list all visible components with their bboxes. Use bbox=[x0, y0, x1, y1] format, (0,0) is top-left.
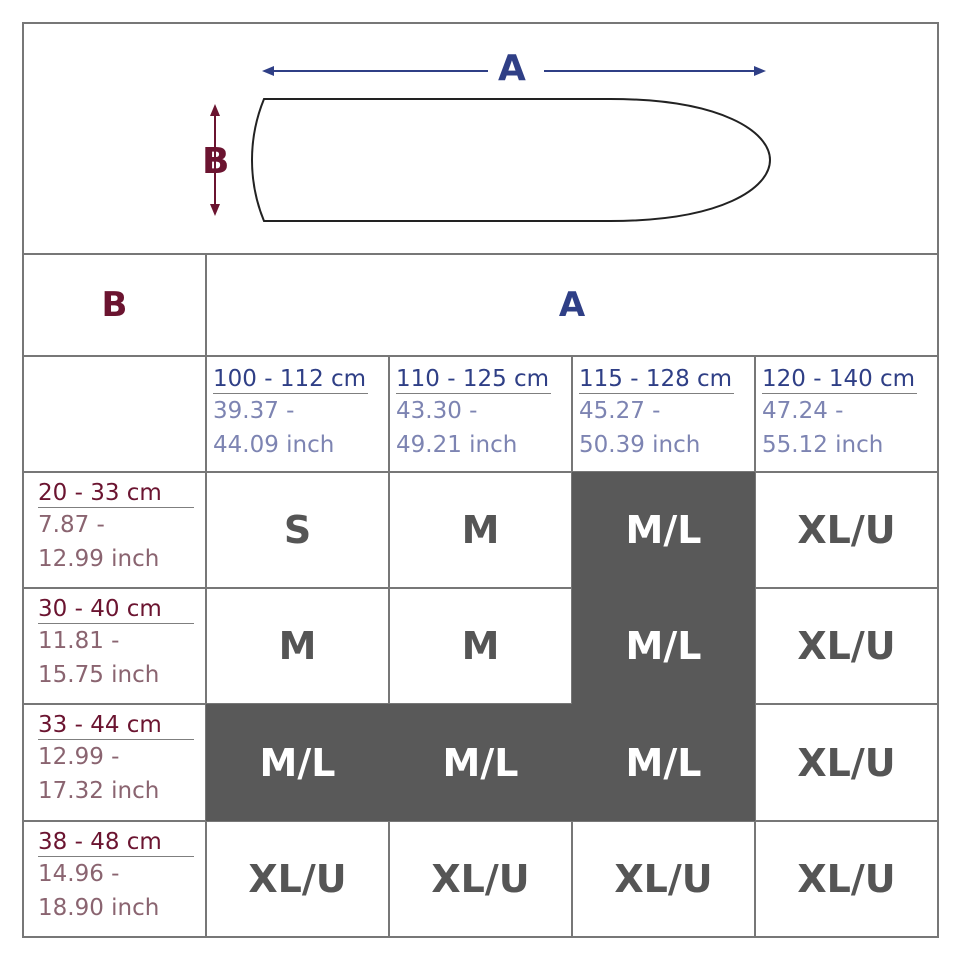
column-inch-range: 47.24 - 55.12 inch bbox=[762, 398, 884, 458]
column-header-2 bbox=[390, 357, 571, 471]
row-header-4 bbox=[24, 822, 205, 936]
size-cell bbox=[756, 822, 937, 936]
arrowhead-right-icon bbox=[754, 66, 766, 76]
row-inch-range: 14.96 - 18.90 inch bbox=[38, 861, 160, 921]
size-label: M bbox=[461, 624, 500, 668]
column-cm-range: 115 - 128 cm bbox=[579, 366, 733, 392]
size-cell bbox=[389, 704, 572, 821]
column-cm-range: 110 - 125 cm bbox=[396, 366, 550, 392]
size-cell bbox=[572, 472, 755, 588]
row-cm-range: 20 - 33 cm bbox=[38, 479, 194, 508]
size-label: M/L bbox=[259, 740, 336, 785]
column-cm-range: 120 - 140 cm bbox=[762, 366, 916, 392]
arrowhead-left-icon bbox=[262, 66, 274, 76]
arrowhead-down-icon bbox=[210, 204, 220, 216]
size-label: M/L bbox=[442, 740, 519, 785]
arrowhead-up-icon bbox=[210, 104, 220, 116]
size-cell bbox=[756, 589, 937, 703]
row-inch-range: 11.81 - 15.75 inch bbox=[38, 628, 160, 688]
row-header-3 bbox=[24, 705, 205, 820]
size-cell bbox=[390, 589, 571, 703]
size-cell bbox=[756, 473, 937, 587]
size-cell bbox=[756, 705, 937, 820]
size-label: XL/U bbox=[431, 857, 530, 901]
row-cm-range: 33 - 44 cm bbox=[38, 711, 194, 740]
size-label: XL/U bbox=[248, 857, 347, 901]
column-header-4 bbox=[756, 357, 937, 471]
size-label: M bbox=[278, 624, 317, 668]
size-cell bbox=[572, 704, 755, 821]
ironing-board-diagram bbox=[22, 22, 939, 255]
size-cell bbox=[573, 822, 754, 936]
column-inch-range: 39.37 - 44.09 inch bbox=[213, 398, 335, 458]
size-cell bbox=[207, 589, 388, 703]
header-a: A bbox=[558, 285, 586, 325]
column-inch-range: 43.30 - 49.21 inch bbox=[396, 398, 518, 458]
size-label: XL/U bbox=[797, 857, 896, 901]
row-cm-range: 30 - 40 cm bbox=[38, 595, 194, 624]
dimension-b-label: B bbox=[202, 141, 230, 182]
size-label: XL/U bbox=[797, 624, 896, 668]
size-label: S bbox=[283, 508, 312, 552]
row-cm-range: 38 - 48 cm bbox=[38, 828, 194, 857]
size-label: M/L bbox=[625, 740, 702, 785]
size-label: XL/U bbox=[797, 508, 896, 552]
header-b: B bbox=[101, 285, 128, 325]
ironing-board-illustration bbox=[22, 22, 939, 255]
row-inch-range: 12.99 - 17.32 inch bbox=[38, 744, 160, 804]
column-inch-range: 45.27 - 50.39 inch bbox=[579, 398, 701, 458]
column-header-3 bbox=[573, 357, 754, 471]
column-header-1 bbox=[207, 357, 388, 471]
size-cell bbox=[572, 588, 755, 704]
column-cm-range: 100 - 112 cm bbox=[213, 366, 367, 392]
size-cell bbox=[207, 473, 388, 587]
row-header-1 bbox=[24, 473, 205, 587]
size-cell bbox=[207, 822, 388, 936]
dimension-a-label: A bbox=[498, 48, 526, 89]
size-label: M bbox=[461, 508, 500, 552]
size-cell bbox=[390, 473, 571, 587]
size-cell bbox=[206, 704, 389, 821]
row-inch-range: 7.87 - 12.99 inch bbox=[38, 512, 160, 572]
size-label: M/L bbox=[625, 624, 702, 668]
size-label: XL/U bbox=[797, 740, 896, 785]
size-label: M/L bbox=[625, 508, 702, 552]
size-cell bbox=[390, 822, 571, 936]
row-header-2 bbox=[24, 589, 205, 703]
board-outline bbox=[252, 99, 770, 221]
size-label: XL/U bbox=[614, 857, 713, 901]
